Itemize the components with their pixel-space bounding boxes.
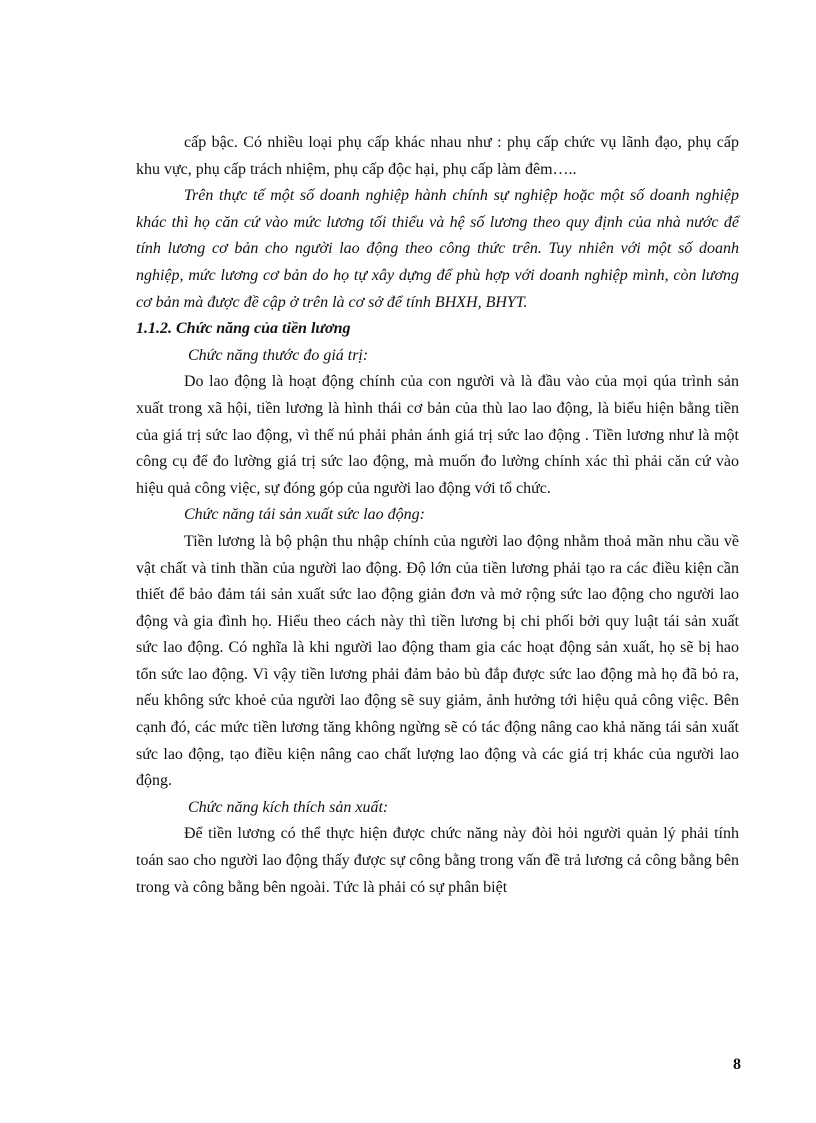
paragraph-basic-salary-note: Trên thực tế một số doanh nghiệp hành chính sự nghiệp hoặc một số doanh nghiệp khác thì họ căn cứ vào mức lương tối thiểu và hệ số lương theo quy định của nhà nước để tính lương cơ bản cho người lao động theo công thức trên. Tuy nhiên với một số doanh nghiệp, mức lương cơ bản do họ tự xây dựng để phù hợp với doanh nghiệp mình, còn lương cơ bản mà được đề cập ở trên là cơ sở để tính BHXH, BHYT. bbox=[136, 187, 739, 311]
paragraph-allowances: cấp bậc. Có nhiều loại phụ cấp khác nhau như : phụ cấp chức vụ lãnh đạo, phụ cấp khu vực, phụ cấp trách nhiệm, phụ cấp độc hại, phụ cấp làm đêm….. bbox=[136, 134, 739, 178]
section-heading: 1.1.2. Chức năng của tiền lương bbox=[136, 320, 351, 338]
paragraph-labor-reproduction: Tiền lương là bộ phận thu nhập chính của người lao động nhằm thoả mãn nhu cầu về vật chất và tinh thần của người lao động. Độ lớn của tiền lương phải tạo ra các điều kiện cần thiết để bảo đảm tái sản xuất sức lao động giản đơn và mở rộng sức lao động cho người lao động và gia đình họ. Hiểu theo cách này thì tiền lương bị chi phối bởi quy luật tái sản xuất sức lao động. Có nghĩa là khi người lao động tham gia các hoạt động sản xuất, họ sẽ bị hao tổn sức lao động. Vì vậy tiền lương phải đảm bảo bù đắp được sức lao động mà họ đã bỏ ra, nếu không sức khoẻ của người lao động sẽ suy giảm, ảnh hưởng tới hiệu quả công việc. Bên cạnh đó, các mức tiền lương tăng không ngừng sẽ có tác động nâng cao khả năng tái sản xuất sức lao động, tạo điều kiện nâng cao chất lượng lao động và các giá trị khác của người lao động. bbox=[136, 532, 739, 790]
page-body bbox=[136, 130, 739, 901]
paragraph-production-stimulus: Để tiền lương có thể thực hiện được chức năng này đòi hỏi người quản lý phải tính toán sao cho người lao động thấy được sự công bằng trong vấn đề trả lương cả công bằng bên trong và công bằng bên ngoài. Tức là phải có sự phân biệt bbox=[136, 825, 739, 896]
page-number: 8 bbox=[733, 1056, 741, 1073]
subheading-measure-of-value: Chức năng thước đo giá trị: bbox=[188, 346, 369, 364]
subheading-labor-reproduction: Chức năng tái sản xuất sức lao động: bbox=[184, 506, 425, 524]
subheading-production-stimulus: Chức năng kích thích sản xuất: bbox=[188, 798, 389, 816]
paragraph-measure-of-value: Do lao động là hoạt động chính của con người và là đầu vào của mọi qúa trình sản xuất trong xã hội, tiền lương là hình thái cơ bản của thù lao lao động, là biểu hiện bằng tiền của giá trị sức lao động, vì thế nú phải phản ánh giá trị sức lao động . Tiền lương như là một công cụ để đo lường giá trị sức lao động, mà muốn đo lường chính xác thì phải căn cứ vào hiệu quả công việc, sự đóng góp của người lao động với tổ chức. bbox=[136, 373, 739, 497]
